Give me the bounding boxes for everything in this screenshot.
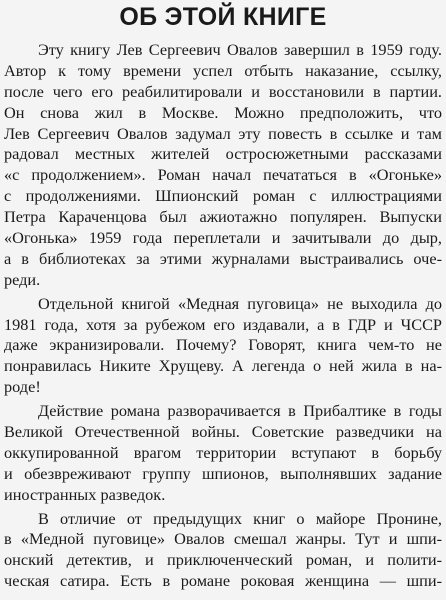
- text-line: Действие романа разворачивается в Прибалтике в годы: [38, 401, 442, 421]
- text-line: в «Медной пуговице» Овалов смешал жанры. Тут и шпи-: [4, 529, 442, 549]
- text-line: онский детектив, и приключенческий роман, и полити-: [4, 550, 442, 570]
- text-line: «Огонька» 1959 года переплетали и зачитывали до дыр,: [4, 228, 442, 248]
- text-line: 1981 года, хотя за рубежом его издавали, а в ГДР и ЧССР: [4, 314, 442, 334]
- text-line: Автор к тому времени успел отбыть наказание, ссылку,: [4, 60, 442, 80]
- paragraph: [0, 401, 446, 505]
- text-line: роде!: [4, 377, 41, 397]
- text-line: Великой Отечественной войны. Советские разведчики на: [4, 422, 442, 442]
- text-line: а в библиотеках за этими журналами выстраивались оче-: [4, 248, 442, 268]
- text-line: после чего его реабилитировали и восстановили в партии.: [4, 81, 442, 101]
- paragraph: [0, 40, 446, 291]
- text-line: оккупированной врагом территории вступают в борьбу: [4, 442, 442, 462]
- text-line: ческая сатира. Есть в романе роковая женщина — шпи-: [4, 571, 442, 591]
- text-line: В отличие от предыдущих книг о майоре Пронине,: [38, 508, 442, 528]
- paragraph: [0, 509, 446, 593]
- text-line: и обезвреживают группу шпионов, выполнявших задание: [4, 463, 442, 483]
- text-line: Петра Караченцова был ажиотажно популярен. Выпуски: [4, 207, 442, 227]
- text-line: Лев Сергеевич Овалов задумал эту повесть в ссылке и там: [4, 123, 442, 143]
- page-title: ОБ ЭТОЙ КНИГЕ: [119, 3, 327, 31]
- text-line: реди.: [4, 269, 41, 289]
- text-line: понравилась Никите Хрущеву. А легенда о ней жила в на-: [4, 356, 442, 376]
- text-line: «с продолжением». Роман начал печататься в «Огоньке»: [4, 165, 442, 185]
- text-line: даже экранизировали. Почему? Говорят, книга чем-то не: [4, 335, 442, 355]
- text-line: радовал местных жителей остросюжетными рассказами: [4, 144, 442, 164]
- text-line: иностранных разведок.: [4, 484, 166, 504]
- text-line: Он снова жил в Москве. Можно предположить, что: [4, 102, 442, 122]
- paragraph: [0, 294, 446, 398]
- body-text: [0, 40, 446, 592]
- text-line: Эту книгу Лев Сергеевич Овалов завершил в 1959 году.: [38, 40, 442, 59]
- text-line: с продолжениями. Шпионский роман с иллюстрациями: [4, 186, 442, 206]
- text-line: Отдельной книгой «Медная пуговица» не выходила до: [38, 293, 442, 313]
